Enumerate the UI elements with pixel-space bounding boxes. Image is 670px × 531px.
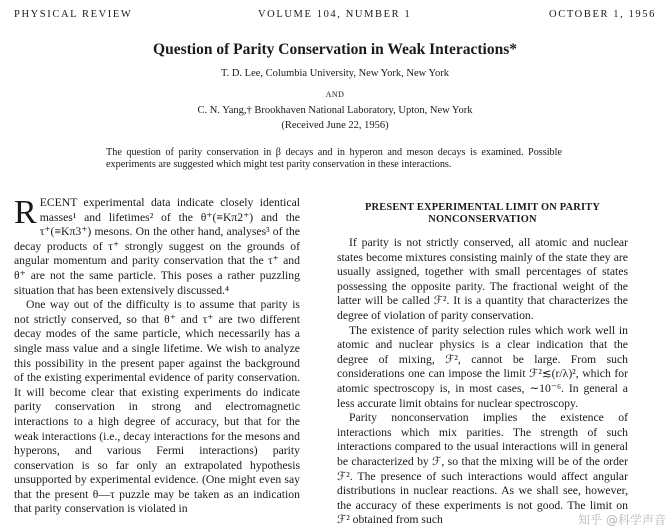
abstract: The question of parity conservation in β decays and in hyperon and meson decays is examined. Possible experiments are suggested which might test parity conservation in these interactions. <box>106 147 562 170</box>
analysis-paragraph: One way out of the difficulty is to assume that parity is not strictly conserved, so that θ⁺ and τ⁺ are two different decay modes of the same particle, which necessarily has a single mass value and a single lifetime. We wish to analyze this possibility in the present paper against the background of the existing experimental evidence of parity conservation. It will become clear that existing experiments do indicate parity conservation in strong and electromagnetic interactions to a high degree of accuracy, but that for the weak interactions (i.e., decay interactions for the mesons and hyperons, and various Fermi interactions) parity conservation is so far only an extrapolated hypothesis unsupported by experimental evidence. (One might even say that the present θ—τ puzzle may be taken as an indication that parity conservation is violated in <box>14 298 300 516</box>
left-column <box>14 196 300 517</box>
section-heading: PRESENT EXPERIMENTAL LIMIT ON PARITY NONCONSERVATION <box>364 202 601 225</box>
mixing-paragraph: If parity is not strictly conserved, all atomic and nuclear states become mixtures consisting mainly of the state they are usually assigned, together with small percentages of states possessing the opposite parity. The fractional weight of the latter will be called ℱ². It is a quantity that characterizes the degree of violation of parity conservation. <box>337 236 628 322</box>
drop-cap: R <box>14 194 37 231</box>
watermark: 知乎 @科学声音 <box>578 513 666 527</box>
author-lee: T. D. Lee, Columbia University, New York, New York <box>220 68 450 79</box>
journal-name: PHYSICAL REVIEW <box>14 9 133 20</box>
selection-rules-paragraph: The existence of parity selection rules which work well in atomic and nuclear physics is a clear indication that the degree of mixing, ℱ², cannot be large. From such considerations one can impose the limit ℱ²≲(r/λ)², which for atomic spectroscopy is, in most cases, ∼10⁻⁶. In general a less accurate limit obtains for nuclear spectroscopy. <box>337 323 628 410</box>
running-head <box>14 9 656 25</box>
intro-text: ECENT experimental data indicate closely identical masses¹ and lifetimes² of the θ⁺(≡Kπ2⁺) and the τ⁺(≡Kπ3⁺) mesons. On the other hand, analyses³ of the decay products of τ⁺ strongly suggest on the grounds of angular momentum and parity conservation that the τ⁺ and θ⁺ are not the same particle. This poses a rather puzzling situation that has been extensively discussed.⁴ <box>14 196 300 297</box>
nonconservation-paragraph: Parity nonconservation implies the existence of interactions which mix parities. The strength of such interactions compared to the usual interactions will in general be characterized by ℱ, so that the mixing will be of the order ℱ². The presence of such interactions would affect angular distributions in nuclear reactions. As we shall see, however, the accuracy of these experiments is not good. The limit on ℱ² obtained from such <box>337 411 628 527</box>
received-date: (Received June 22, 1956) <box>281 120 389 131</box>
right-column <box>337 196 628 528</box>
intro-paragraph <box>14 196 300 298</box>
paper-title: Question of Parity Conservation in Weak Interactions* <box>153 41 517 58</box>
issue-date: OCTOBER 1, 1956 <box>549 9 656 20</box>
author-conjunction: AND <box>325 90 345 99</box>
volume-number: VOLUME 104, NUMBER 1 <box>258 9 412 20</box>
author-yang: C. N. Yang,† Brookhaven National Laboratory, Upton, New York <box>197 105 473 116</box>
